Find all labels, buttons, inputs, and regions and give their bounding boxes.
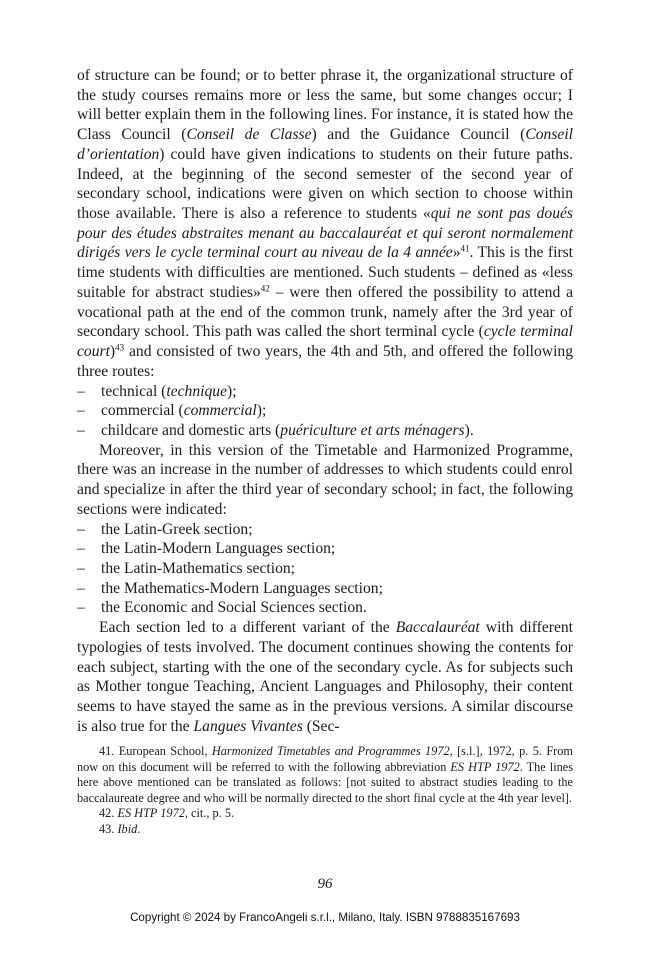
text-run: 43.	[99, 821, 118, 836]
italic-text: Langues Vivantes	[193, 717, 303, 735]
list-item	[77, 559, 573, 579]
text-run: );	[256, 402, 267, 420]
text-run: );	[227, 382, 237, 400]
list-item	[77, 598, 573, 618]
text-run: . This is the first time students with difficulties are mentioned. Such students – defined as «less suitable for abstract studies»	[77, 244, 573, 301]
footnotes	[77, 744, 573, 838]
sections-list	[77, 520, 573, 619]
italic-text: qui ne sont pas doués pour des études abstraites menant au baccalauréat et qui seront normalement dirigés vers le cycle terminal court au niveau de la 4 année	[77, 205, 573, 262]
footnote-ref: 42	[260, 283, 270, 294]
paragraph-2	[77, 441, 573, 520]
text-run: Moreover, in this version of the Timetable and Harmonized Programme, there was an increase in the number of addresses to which students could enrol and specialize in after the third year of secondary school; in fact, the following sections were indicated:	[77, 441, 573, 518]
text-run: )	[109, 343, 116, 361]
italic-text: ES HTP 1972	[450, 759, 520, 774]
list-item	[77, 520, 573, 540]
text-run: .	[137, 821, 141, 836]
text-run: ) and the Guidance Council (	[311, 126, 526, 144]
text-run: the Economic and Social Sciences section.	[101, 599, 367, 617]
text-run: »	[452, 244, 461, 262]
list-item	[77, 382, 573, 402]
text-run: . The lines here above mentioned can be translated as follows: [not suited to abstract studies leading to the baccalaureate degree and who will be normally directed to the short final cycle at the 4th year level].	[77, 759, 573, 805]
italic-text: ES HTP 1972	[117, 806, 185, 821]
footnote-42	[77, 806, 573, 822]
text-run: , [s.l.], 1972, p. 5. From now on this document will be referred to with the following abbreviation	[77, 744, 573, 774]
body-text	[77, 66, 573, 736]
italic-text: cycle terminal court	[77, 323, 573, 361]
italic-text: commercial	[183, 402, 257, 420]
text-run: , cit., p. 5.	[184, 806, 235, 821]
text-run: technical (	[101, 382, 167, 400]
text-run: ) could have given indications to students on their future paths. Indeed, at the beginning of the second semester of the second year of secondary school, indications were given on which section to choose within those available. There is also a reference to students «	[77, 145, 573, 223]
paragraph-1	[77, 66, 573, 382]
italic-text: puériculture et arts ménagers	[280, 421, 465, 439]
text-run: and consisted of two years, the 4th and 5th, and offered the following three routes:	[77, 343, 573, 380]
text-run: 41. European School,	[99, 744, 212, 758]
footnote-43	[77, 822, 573, 838]
text-run: ).	[464, 421, 474, 439]
footnote-ref: 41	[460, 243, 470, 254]
italic-text: technique	[166, 382, 227, 400]
text-run: – were then offered the possibility to attend a vocational path at the end of the common trunk, namely after the 3rd year of secondary school. This path was called the short terminal cycle (	[77, 283, 574, 341]
italic-text: Conseil d’orientation	[77, 126, 573, 163]
list-item	[77, 539, 573, 559]
text-run: (Sec-	[302, 717, 340, 735]
text-run: of structure can be found; or to better phrase it, the organizational structure of the study courses remains more or less the same, but some changes occur; I will better explain them in the following lines. For instance, it is stated how the Class Council (	[77, 67, 573, 144]
footnote-41	[77, 744, 573, 806]
text-run: childcare and domestic arts (	[101, 421, 281, 439]
paragraph-3	[77, 618, 573, 736]
page-number: 96	[317, 876, 333, 892]
italic-text: Conseil de Classe	[186, 126, 312, 144]
italic-text: Baccalauréat	[395, 619, 480, 637]
text-run: with different typologies of tests involved. The document continues showing the contents for each subject, starting with the one of the secondary cycle. As for subjects such as Mother tongue Teaching, Ancient Languages and Philosophy, their content seems to have stayed the same as in the previous versions. A similar discourse is also true for the	[77, 619, 573, 735]
list-item	[77, 579, 573, 599]
routes-list	[77, 382, 573, 441]
list-item	[77, 401, 573, 421]
text-run: commercial (	[101, 402, 184, 420]
text-run: the Latin-Greek section;	[101, 520, 253, 538]
text-run: the Latin-Mathematics section;	[101, 559, 295, 577]
footnote-ref: 43	[115, 342, 125, 353]
text-run: the Latin-Modern Languages section;	[101, 540, 336, 558]
list-item	[77, 421, 573, 441]
copyright-notice: Copyright © 2024 by FrancoAngeli s.r.l., Milano, Italy. ISBN 9788835167693	[130, 911, 520, 924]
text-run: Each section led to a different variant of the	[99, 619, 396, 637]
text-run: the Mathematics-Modern Languages section;	[101, 579, 383, 597]
text-run: 42.	[99, 806, 118, 821]
italic-text: Harmonized Timetables and Programmes 1972	[211, 744, 450, 758]
italic-text: Ibid	[117, 821, 138, 836]
